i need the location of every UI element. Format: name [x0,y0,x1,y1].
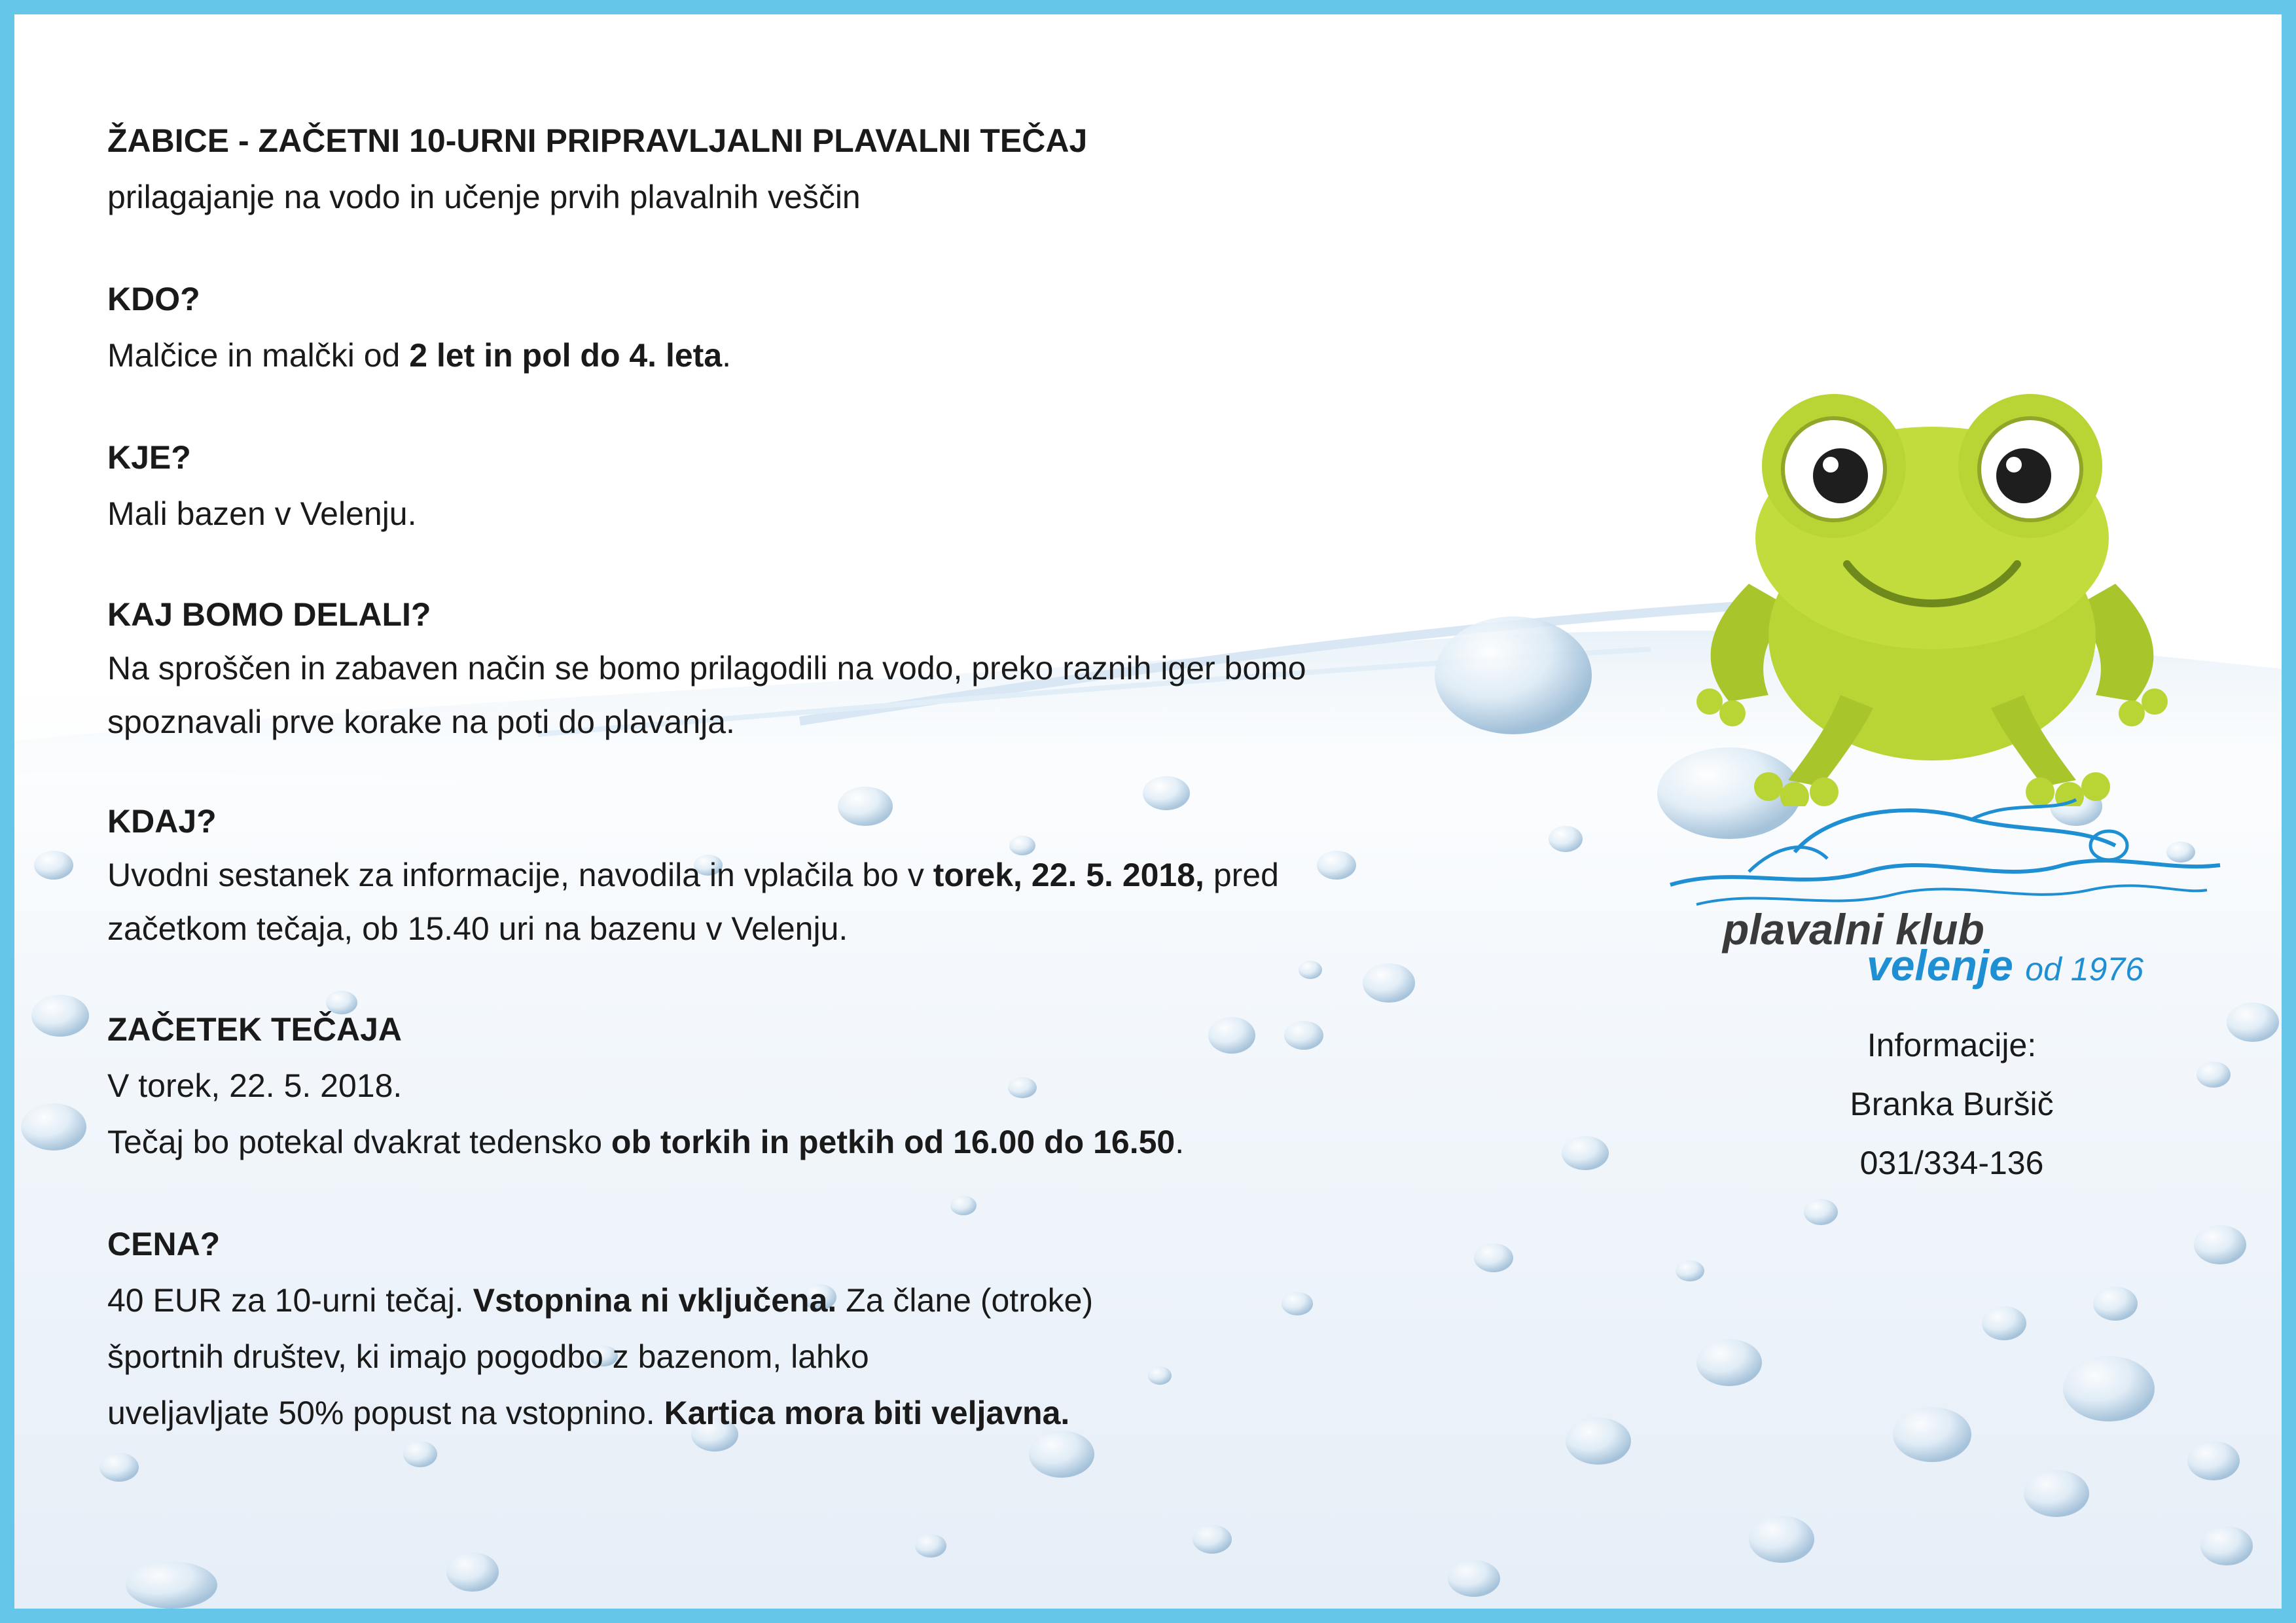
where-text: Mali bazen v Velenju. [107,495,417,532]
start-line-1: V torek, 22. 5. 2018. [107,1067,403,1104]
start-line-2: Tečaj bo potekal dvakrat tedensko ob torkih in petkih od 16.00 do 16.50. [107,1124,1185,1160]
frog-mascot-icon [1670,387,2194,806]
club-name-line-1: plavalni klub [1723,905,1984,954]
what-line-2: spoznavali prve korake na poti do plavanja. [107,704,735,740]
title-section [107,113,1547,225]
where-heading: KJE? [107,439,191,476]
price-line-1: 40 EUR za 10-urni tečaj. Vstopnina ni vključena. Za člane (otroke) [107,1282,1094,1319]
flyer-content [107,113,1547,1487]
course-title: ŽABICE - ZAČETNI 10-URNI PRIPRAVLJALNI PLAVALNI TEČAJ [107,122,1088,159]
section-price [107,1216,1547,1441]
section-when [107,794,1547,955]
contact-phone: 031/334-136 [1859,1145,2044,1181]
section-who [107,271,1547,383]
price-line-2: športnih društev, ki imajo pogodbo z bazenom, lahko [107,1338,869,1375]
section-start [107,1001,1547,1170]
when-heading: KDAJ? [107,803,217,840]
section-where [107,429,1547,542]
who-text: Malčice in malčki od 2 let in pol do 4. leta. [107,337,732,374]
what-heading: KAJ BOMO DELALI? [107,596,431,633]
price-line-3: uveljavljate 50% popust na vstopnino. Kartica mora biti veljavna. [107,1395,1070,1431]
section-what [107,588,1547,749]
club-name-line-2: velenje od 1976 [1867,941,2144,990]
when-line-2: začetkom tečaja, ob 15.40 uri na bazenu v Velenju. [107,910,848,947]
contact-info [1749,1016,2155,1192]
who-heading: KDO? [107,281,200,317]
contact-name: Branka Buršič [1850,1086,2054,1122]
course-subtitle: prilagajanje na vodo in učenje prvih plavalnih veščin [107,179,861,215]
start-heading: ZAČETEK TEČAJA [107,1011,403,1048]
club-logo [1657,774,2246,1022]
contact-label: Informacije: [1867,1027,2037,1063]
price-heading: CENA? [107,1226,221,1262]
when-line-1: Uvodni sestanek za informacije, navodila in vplačila bo v torek, 22. 5. 2018, pred [107,857,1279,893]
what-line-1: Na sproščen in zabaven način se bomo prilagodili na vodo, preko raznih iger bomo [107,650,1306,687]
